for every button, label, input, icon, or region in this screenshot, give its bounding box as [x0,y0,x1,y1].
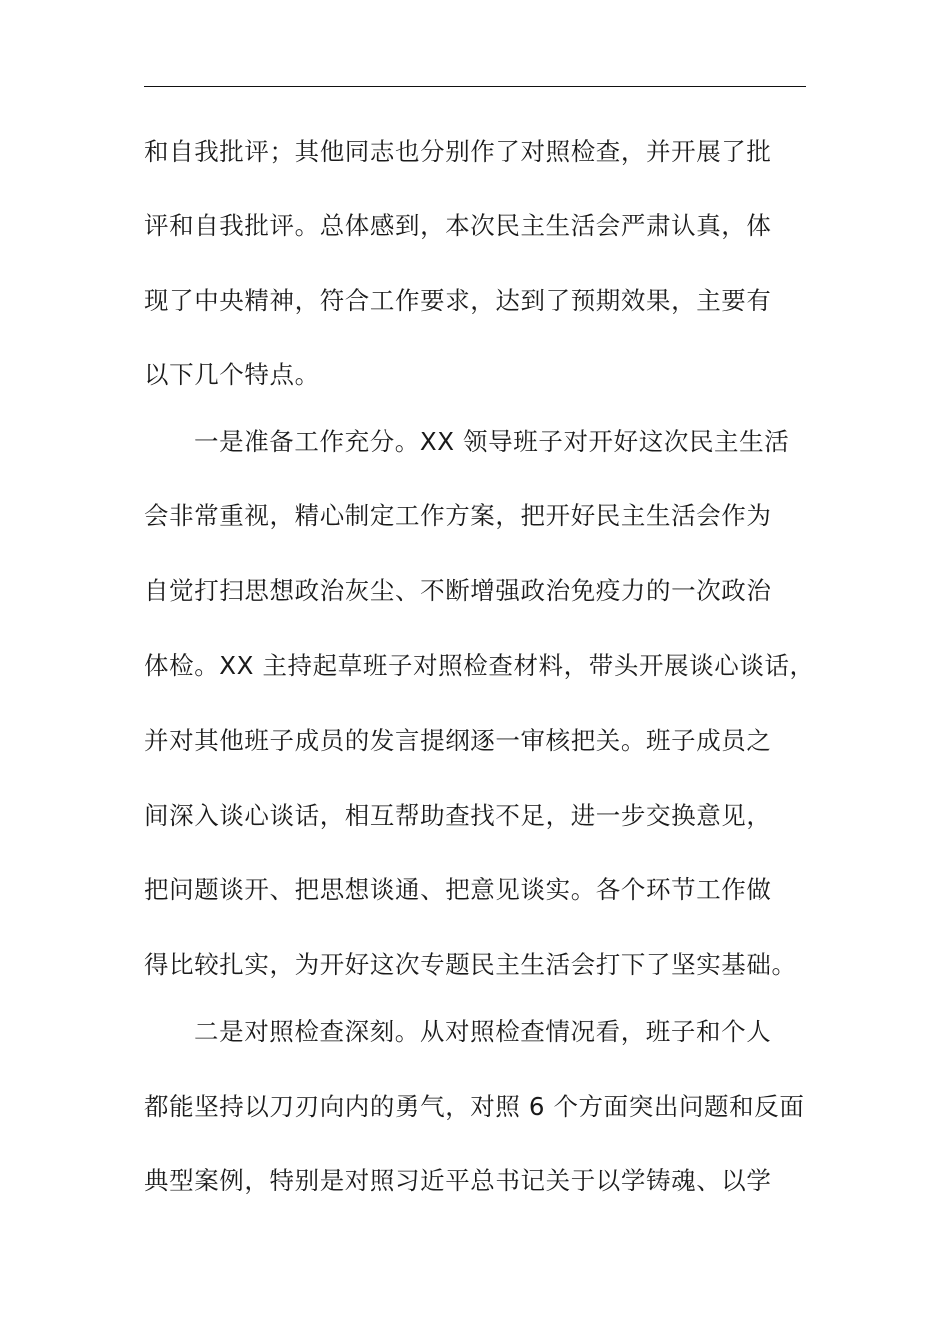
text-line: 并对其他班子成员的发言提纲逐一审核把关。班子成员之 [144,726,772,755]
text-line: 以下几个特点。 [144,360,320,389]
text-line: 间深入谈心谈话，相互帮助查找不足，进一步交换意见， [144,801,772,830]
text-line: 评和自我批评。总体感到，本次民主生活会严肃认真，体 [144,211,772,240]
text-line: 体检。XX 主持起草班子对照检查材料，带头开展谈心谈话， [144,651,815,680]
text-line: 把问题谈开、把思想谈通、把意见谈实。各个环节工作做 [144,875,772,904]
text-line: 现了中央精神，符合工作要求，达到了预期效果，主要有 [144,286,772,315]
paragraph-1-first-line: 一是准备工作充分。XX 领导班子对开好这次民主生活 [194,427,790,456]
text-line: 都能坚持以刀刃向内的勇气，对照 6 个方面突出问题和反面 [144,1092,805,1121]
text-line: 典型案例，特别是对照习近平总书记关于以学铸魂、以学 [144,1166,772,1195]
text-line: 自觉打扫思想政治灰尘、不断增强政治免疫力的一次政治 [144,576,772,605]
paragraph-2-first-line: 二是对照检查深刻。从对照检查情况看，班子和个人 [194,1017,772,1046]
text-line: 会非常重视，精心制定工作方案，把开好民主生活会作为 [144,501,772,530]
header-rule [144,86,806,87]
text-line: 和自我批评；其他同志也分别作了对照检查，并开展了批 [144,137,772,166]
text-line: 得比较扎实，为开好这次专题民主生活会打下了坚实基础。 [144,950,797,979]
